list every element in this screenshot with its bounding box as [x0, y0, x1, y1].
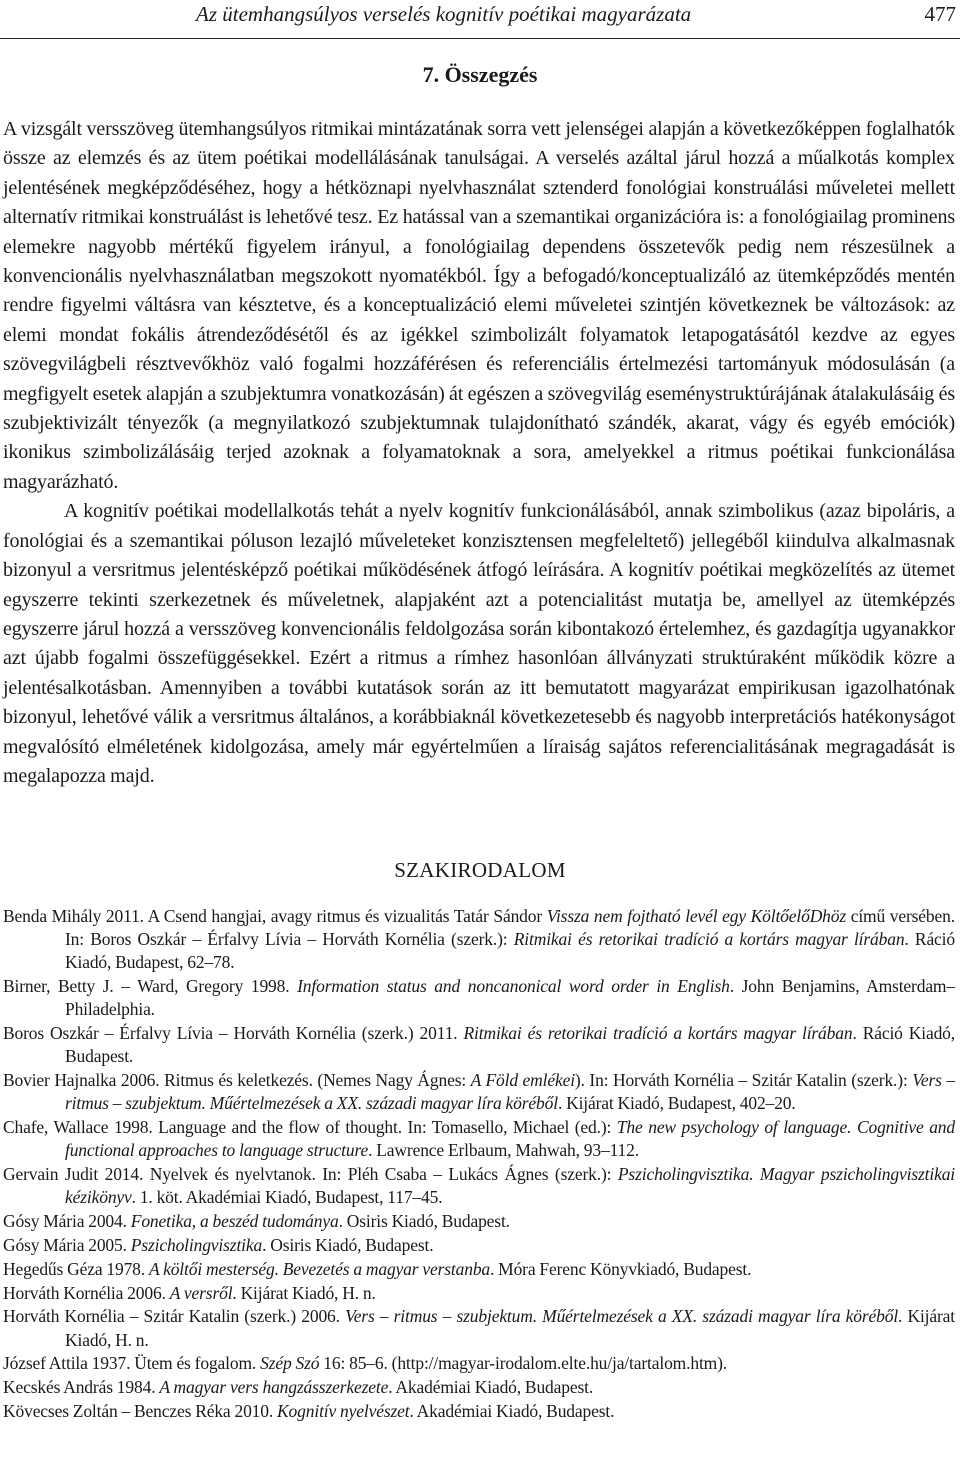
paragraph: A kognitív poétikai modellalkotás tehát a nyelv kognitív funkcionálásából, annak szimbolikus (azaz bipoláris, a fonológiai és a szemantikai póluson lezajló műveleteket konzisztensen megfeleltető) jellegéből kiindulva alkalmasnak bizonyul a versritmus jelentésképző poétikai működésének átfogó leírására. A kognitív poétikai megközelítés az ütemet egyszerre tekinti szerkezetnek és műveletnek, alapjaként azt a potencialitást mutatja be, amellyel az ütemképzés egyszerre járul hozzá a versszöveg konvencionális feldolgozása során kibontakozó értelemhez, és gazdagítja ugyanakkor azt újabb fogalmi összefüggésekkel. Ezért a ritmus a rímhez hasonlóan állványzati struktúraként működik közre a jelentésalkotásban. Amennyiben a további kutatások során az itt bemutatott magyarázat empirikusan igazolhatónak bizonyul, lehetővé válik a versritmus általános, a korábbiaknál következetesebb és nagyobb interpretációs hatékonyságot megvalósító elméletének kidolgozása, amely már egyértelműen a líraiság sajátos referencialitásának megragadását is megalapozza majd. — [3, 500, 955, 787]
reference-italic: A versről — [169, 1282, 233, 1303]
reference-italic: Vers – ritmus – szubjektum. Műértelmezések a XX. századi magyar líra köréből — [345, 1306, 899, 1327]
reference-entry — [3, 1282, 955, 1305]
reference-post2: . Kijárat Kiadó, Budapest, 402–20. — [557, 1093, 796, 1114]
reference-italic: Pszicholingvisztika. Magyar pszicholingvisztikai kézikönyv — [65, 1164, 956, 1208]
reference-post: című versében. In: Boros Oszkár – Érfalvy Lívia – Horváth Kornélia (szerk.): — [65, 906, 955, 950]
reference-italic: Information status and noncanonical word order in English — [297, 976, 730, 997]
reference-entry — [3, 1069, 955, 1115]
reference-pre: Ritmus és keletkezés. (Nemes Nagy Ágnes: — [164, 1070, 471, 1091]
running-head — [0, 0, 960, 39]
reference-post: . Kijárat Kiadó, H. n. — [232, 1282, 376, 1303]
reference-italic2: Vers – ritmus – szubjektum. Műértelmezések a XX. századi magyar líra köréből — [65, 1070, 955, 1114]
reference-italic: Fonetika, a beszéd tudománya — [130, 1211, 339, 1232]
reference-author: Boros Oszkár – Érfalvy Lívia – Horváth Kornélia (szerk.) 2011. — [3, 1023, 464, 1044]
reference-pre: Nyelvek és nyelvtanok. In: Pléh Csaba – Lukács Ágnes (szerk.): — [149, 1164, 618, 1185]
reference-post: . Osiris Kiadó, Budapest. — [338, 1211, 510, 1232]
reference-italic: Pszicholingvisztika — [130, 1235, 263, 1255]
reference-entry — [3, 975, 955, 1021]
reference-italic: A magyar vers hangzásszerkezete — [159, 1377, 389, 1398]
reference-post: 16: 85–6. (http://magyar-irodalom.elte.hu/ja/tartalom.htm). — [319, 1353, 728, 1374]
reference-entry — [3, 1400, 955, 1423]
reference-italic: Ritmikai és retorikai tradíció a kortárs magyar lírában — [463, 1023, 853, 1044]
reference-italic: A Föld emlékei — [470, 1070, 575, 1091]
reference-entry — [3, 1163, 955, 1209]
reference-post: . Lawrence Erlbaum, Mahwah, 93–112. — [368, 1140, 639, 1161]
reference-post: . 1. köt. Akadémiai Kiadó, Budapest, 117–45. — [131, 1187, 443, 1208]
reference-author: Kecskés András 1984. — [3, 1377, 160, 1398]
reference-post: . Akadémiai Kiadó, Budapest. — [409, 1400, 615, 1421]
reference-entry — [3, 1305, 955, 1351]
reference-author: Gósy Mária 2005. — [3, 1235, 131, 1255]
reference-post: . Akadémiai Kiadó, Budapest. — [388, 1377, 594, 1398]
reference-author: Kövecses Zoltán – Benczes Réka 2010. — [3, 1400, 278, 1421]
reference-author: Gósy Mária 2004. — [3, 1211, 131, 1232]
reference-italic: Vissza nem fojtható levél egy KöltőelőDhöz — [546, 906, 847, 926]
reference-post: ). In: Horváth Kornélia – Szitár Katalin (szerk.): — [574, 1070, 913, 1091]
reference-author: Horváth Kornélia – Szitár Katalin (szerk.) 2006. — [3, 1306, 346, 1327]
reference-author: Benda Mihály 2011. — [3, 906, 148, 926]
reference-entry — [3, 1022, 955, 1068]
reference-pre: Language and the flow of thought. In: Tomasello, Michael (ed.): — [158, 1117, 617, 1138]
reference-pre: Ütem és fogalom. — [134, 1353, 261, 1374]
reference-entry — [3, 1258, 955, 1281]
reference-post: . Osiris Kiadó, Budapest. — [262, 1235, 434, 1255]
references-list — [3, 905, 955, 1424]
reference-italic: The new psychology of language. Cognitive and functional approaches to language structure — [65, 1117, 956, 1161]
reference-author: József Attila 1937. — [3, 1353, 135, 1374]
reference-post: . John Benjamins, Amsterdam–Philadelphia. — [65, 976, 955, 1020]
reference-entry — [3, 1234, 955, 1257]
running-head-title: Az ütemhangsúlyos verselés kognitív poétikai magyarázata — [196, 2, 692, 26]
reference-italic2: Ritmikai és retorikai tradíció a kortárs magyar lírában — [513, 929, 905, 950]
reference-author: Bovier Hajnalka 2006. — [3, 1070, 165, 1091]
paragraph: A vizsgált versszöveg ütemhangsúlyos ritmikai mintázatának sorra vett jelenségei alapján a következőképpen foglalhatók össze az elemzés és az ütem poétikai modellálásának tanulságai. A verselés azáltal járul hozzá a műalkotás komplex jelentésének megképződéséhez, hogy a hétköznapi nyelvhasználat sztenderd fonológiai konstruálási műveletei mellett alternatív ritmikai konstruálást is lehetővé tesz. Ez hatással van a szemantikai organizációra is: a fonológiailag prominens elemekre nagyobb mértékű figyelem irányul, a fonológiailag dependens összetevők pedig nem részesülnek a konvencionális nyelvhasználatban megszokott nyomatékból. Így a befogadó/konceptualizáló az ütemképződés mentén rendre figyelmi váltásra van késztetve, és a konceptualizáció elemi műveletei szintjén következnek be változások: az elemi mondat fokális átrendeződésétől és az igékkel szimbolizált folyamatok letapogatásától kezdve az egyes szövegvilágbeli résztvevőkhöz való fogalmi hozzáférésen és referenciális értelmezési tartományuk módosulásán (a megfigyelt esetek alapján a szubjektumra vonatkozásán) át egészen a szövegvilág eseménystruktúrájának átalakulásáig és szubjektivizált tényezők (a megnyilatkozó szubjektumnak tulajdonítható szándék, akarat, vágy és egyéb emóciók) ikonikus szimbolizálásáig terjed azoknak a folyamatoknak a sora, amelyekkel a ritmus poétikai funkcionálása magyarázható. — [3, 118, 955, 493]
reference-author: Gervain Judit 2014. — [3, 1164, 150, 1185]
body-text — [3, 115, 955, 791]
page-number: 477 — [924, 2, 956, 26]
section-heading: 7. Összegzés — [422, 62, 538, 87]
reference-entry — [3, 1116, 955, 1162]
reference-pre: A Csend hangjai, avagy ritmus és vizualitás Tatár Sándor — [147, 906, 547, 926]
reference-author: Chafe, Wallace 1998. — [3, 1117, 159, 1138]
reference-post: . Móra Ferenc Könyvkiadó, Budapest. — [490, 1258, 752, 1279]
reference-author: Hegedűs Géza 1978. — [3, 1258, 149, 1279]
reference-italic: A költői mesterség. Bevezetés a magyar verstanba — [148, 1258, 491, 1279]
reference-post: . Kijárat Kiadó, H. n. — [65, 1306, 956, 1350]
references-heading: SZAKIRODALOM — [394, 858, 566, 882]
reference-entry — [3, 1352, 955, 1375]
reference-entry — [3, 1376, 955, 1399]
reference-author: Birner, Betty J. – Ward, Gregory 1998. — [3, 976, 298, 997]
reference-italic: Szép Szó — [260, 1353, 320, 1374]
reference-italic: Kognitív nyelvészet — [277, 1400, 410, 1421]
reference-author: Horváth Kornélia 2006. — [3, 1282, 170, 1303]
reference-post2: . Ráció Kiadó, Budapest, 62–78. — [65, 929, 955, 973]
reference-post: . Ráció Kiadó, Budapest. — [65, 1023, 955, 1067]
reference-entry — [3, 905, 955, 975]
reference-entry — [3, 1210, 955, 1233]
